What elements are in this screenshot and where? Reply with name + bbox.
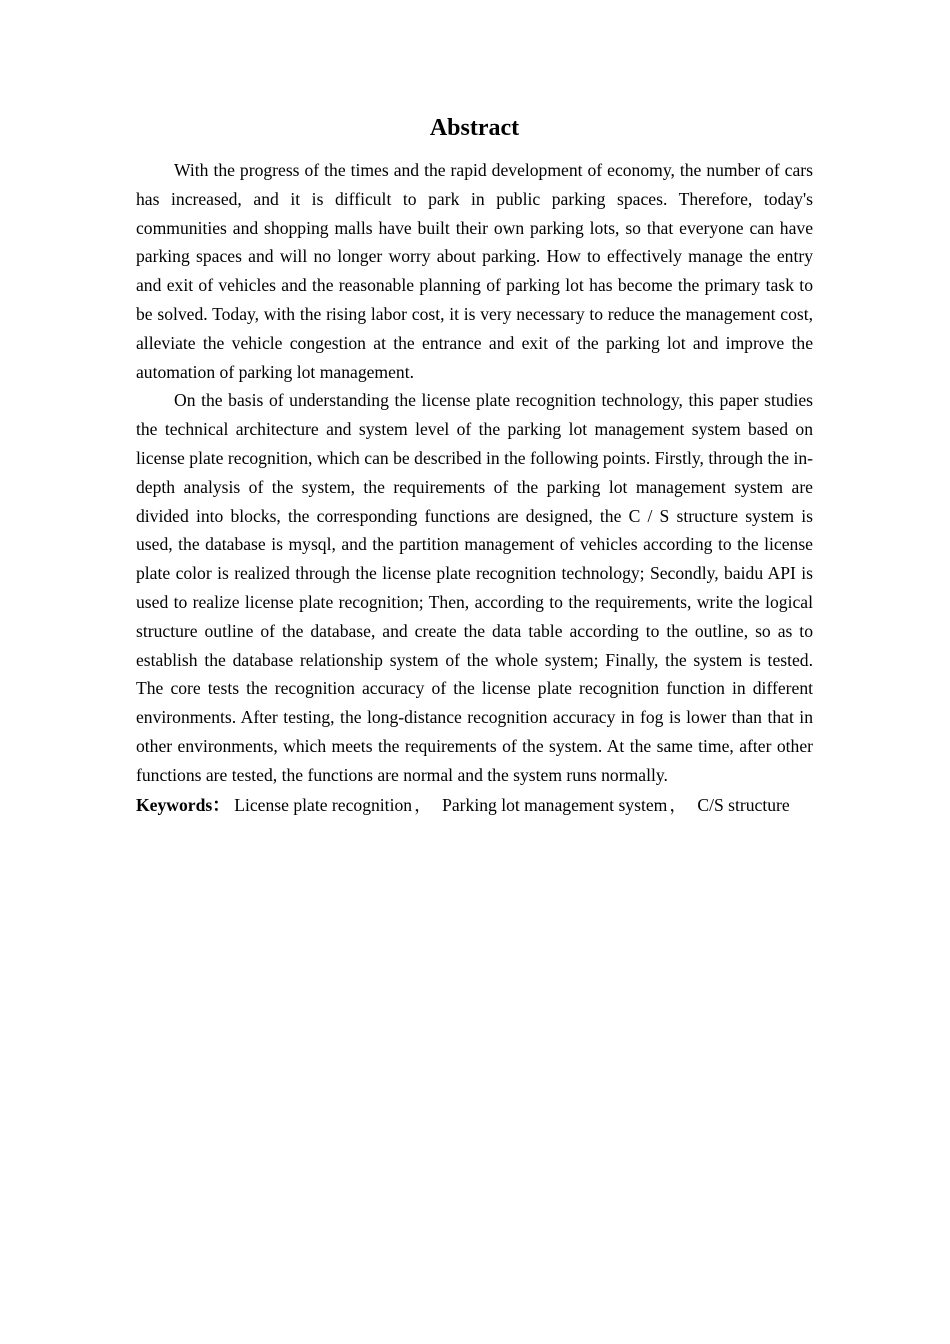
keyword-item: C/S structure	[697, 794, 790, 815]
abstract-paragraph-1: With the progress of the times and the rapid development of economy, the number of cars has increased, and it is difficult to park in public parking spaces. Therefore, today's communities and shopping malls have built their own parking lots, so that everyone can have parking spaces and will no longer worry about parking. How to effectively manage the entry and exit of vehicles and the reasonable planning of parking lot has become the primary task to be solved. Today, with the rising labor cost, it is very necessary to reduce the management cost, alleviate the vehicle congestion at the entrance and exit of the parking lot and improve the automation of parking lot management.	[136, 160, 813, 382]
keywords-label: Keywords：	[136, 794, 230, 815]
keyword-item: Parking lot management system	[442, 794, 668, 815]
abstract-paragraph-2: On the basis of understanding the license plate recognition technology, this paper studies the technical architecture and system level of the parking lot management system based on license plate recognition, which can be described in the following points. Firstly, through the in-depth analysis of the system, the requirements of the parking lot management system are divided into blocks, the corresponding functions are designed, the C / S structure system is used, the database is mysql, and the partition management of vehicles according to the license plate color is realized through the license plate recognition technology; Secondly, baidu API is used to realize license plate recognition; Then, according to the requirements, write the logical structure outline of the database, and create the data table according to the outline, so as to establish the database relationship system of the whole system; Finally, the system is tested. The core tests the recognition accuracy of the license plate recognition function in different environments. After testing, the long-distance recognition accuracy in fog is lower than that in other environments, which meets the requirements of the system. At the same time, after other functions are tested, the functions are normal and the system runs normally.	[136, 390, 813, 785]
abstract-page	[136, 112, 813, 820]
keywords-line	[136, 790, 813, 820]
keyword-item: License plate recognition	[234, 794, 413, 815]
keyword-separator: ，	[414, 794, 432, 815]
keyword-separator: ，	[669, 794, 687, 815]
abstract-title: Abstract	[429, 115, 520, 141]
